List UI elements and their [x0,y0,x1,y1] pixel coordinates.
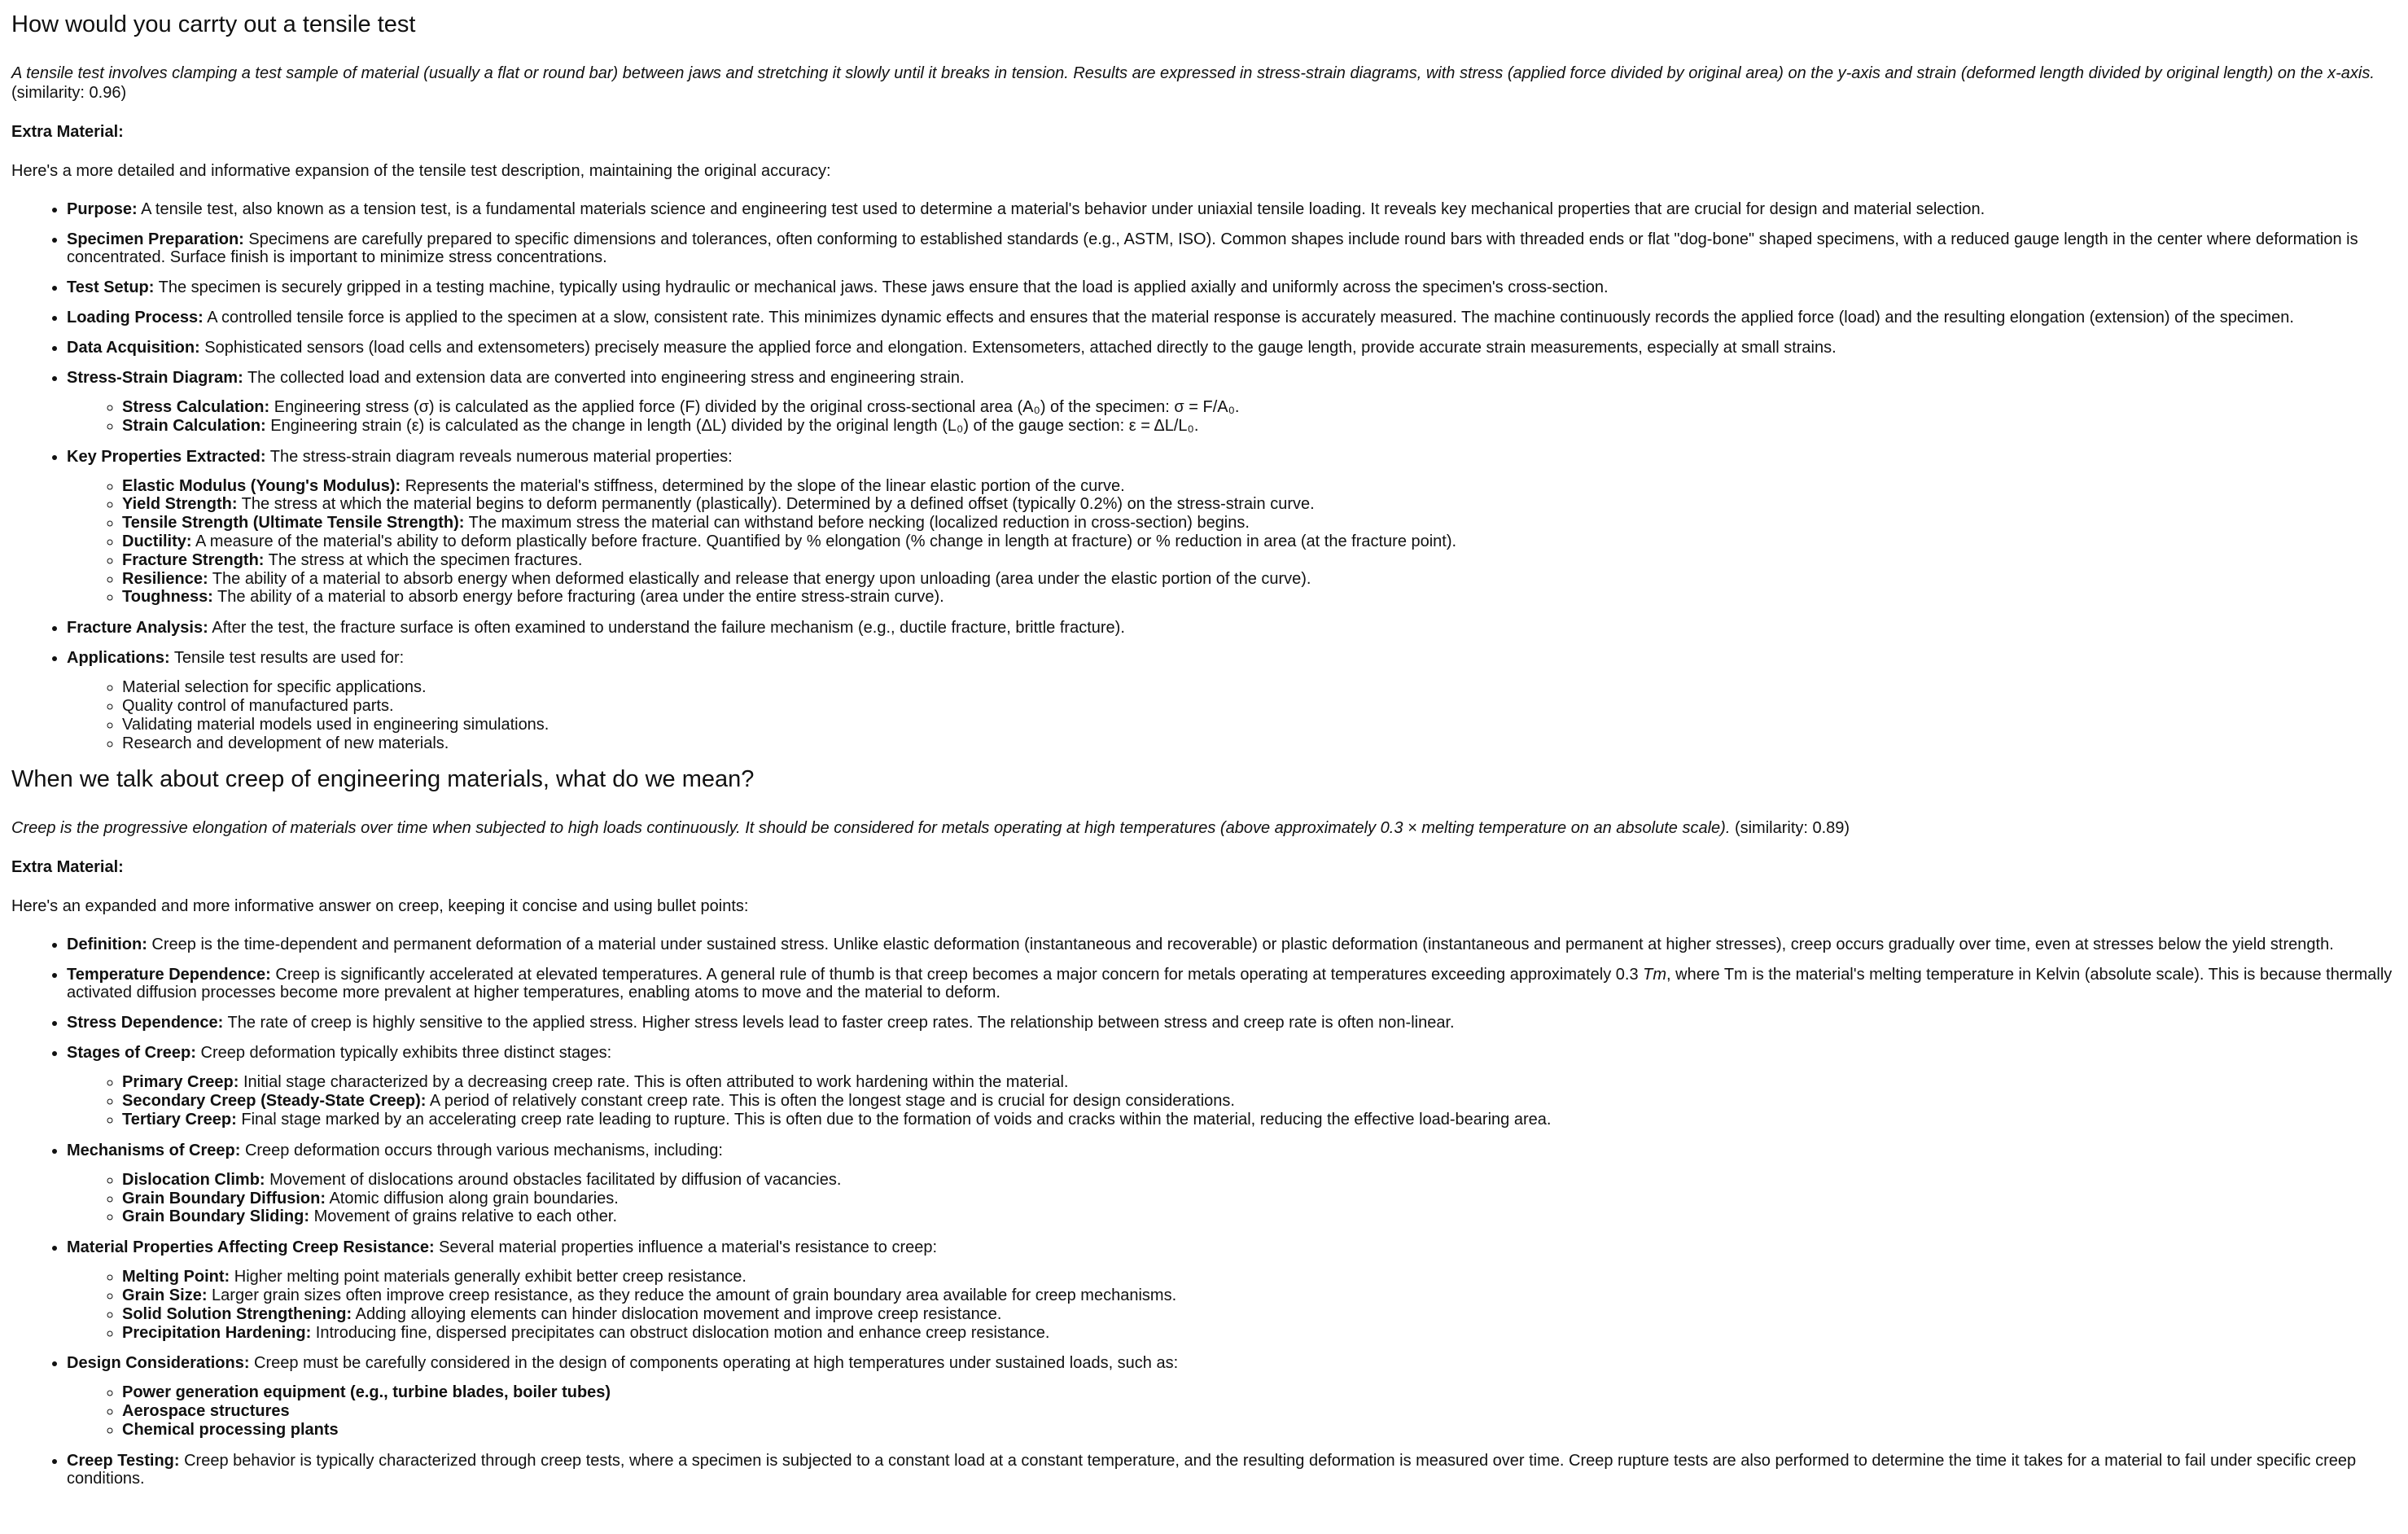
list-item [67,339,2397,357]
item-text: The stress-strain diagram reveals numerous material properties: [265,447,733,466]
item-label: Specimen Preparation: [67,230,244,248]
list-item [67,966,2397,1001]
answer-text: A tensile test involves clamping a test sample of material (usually a flat or round bar) between jaws and stretching it slowly until it breaks in tension. Results are expressed in stress-strain diagrams, with stress (applied force divided by original area) on the y-axis and strain (deformed length divided by original length) on the x-axis. [11,64,2375,82]
sub-item [122,477,2397,496]
list-item [67,649,2397,752]
similarity-score: (similarity: 0.96) [11,84,127,102]
sub-item-text: Material selection for specific applications. [122,678,427,697]
sub-item [122,734,2397,753]
item-text: Creep is significantly accelerated at elevated temperatures. A general rule of thumb is that creep becomes a major concern for metals operating at temperatures exceeding approximately 0.3 [270,966,1644,984]
list-item [67,1014,2397,1032]
sub-item-label: Yield Strength: [122,495,238,514]
item-text: A controlled tensile force is applied to the specimen at a slow, consistent rate. This minimizes dynamic effects and ensures that the material response is accurately measured. The machine continuously records the applied force (load) and the resulting elongation (extension) of the specimen. [203,309,2294,327]
sub-item-text: Final stage marked by an accelerating creep rate leading to rupture. This is often due to the formation of voids and cracks within the material, reducing the effective load-bearing area. [236,1110,1552,1129]
item-text: Specimens are carefully prepared to specific dimensions and tolerances, often conforming to established standards (e.g., ASTM, ISO). Common shapes include round bars with threaded ends or flat "dog-bone" shaped specimens, with a reduced gauge length in the center where deformation is concentrated. Surface finish is important to minimize stress concentrations. [67,230,2358,266]
sub-item [122,514,2397,533]
item-text: The rate of creep is highly sensitive to the applied stress. Higher stress levels lead to faster creep rates. The relationship between stress and creep rate is often non-linear. [223,1014,1455,1032]
item-label: Stress-Strain Diagram: [67,369,243,387]
sub-item [122,1421,2397,1440]
item-text: Creep deformation occurs through various mechanisms, including: [240,1141,723,1159]
sub-list [67,1171,2397,1226]
extra-material-label: Extra Material: [11,858,124,877]
sub-item-label: Power generation equipment (e.g., turbine blades, boiler tubes) [122,1383,611,1402]
sub-item-text: Introducing fine, dispersed precipitates can obstruct dislocation motion and enhance creep resistance. [311,1323,1050,1342]
sub-item [122,533,2397,551]
list-item [67,230,2397,266]
sub-item [122,1073,2397,1092]
item-text: Several material properties influence a material's resistance to creep: [434,1238,938,1257]
sub-item [122,1402,2397,1421]
sub-item [122,678,2397,697]
sub-list [67,1383,2397,1439]
item-label: Material Properties Affecting Creep Resistance: [67,1238,435,1257]
list-item [67,1238,2397,1342]
item-label: Test Setup: [67,278,155,296]
item-text: Creep is the time-dependent and permanent deformation of a material under sustained stress. Unlike elastic deformation (instantaneous and recoverable) or plastic deformation (instantaneous and permanent at higher stresses), creep occurs gradually over time, even at stresses below the yield strength. [147,936,2334,954]
item-text: Sophisticated sensors (load cells and extensometers) precisely measure the applied force and elongation. Extensometers, attached directly to the gauge length, provide accurate strain measurements, especially at small strains. [199,339,1837,357]
sub-list [67,477,2397,607]
sub-item-text: Adding alloying elements can hinder dislocation movement and improve creep resistance. [352,1304,1002,1323]
sub-item-label: Secondary Creep (Steady-State Creep): [122,1092,427,1111]
item-label: Temperature Dependence: [67,966,271,984]
list-item [67,936,2397,953]
sub-item [122,588,2397,607]
item-label: Design Considerations: [67,1354,250,1373]
list-item [67,1142,2397,1226]
sub-item [122,697,2397,716]
list-item [67,369,2397,436]
sub-item-label: Tensile Strength (Ultimate Tensile Strength): [122,514,465,533]
item-label: Stages of Creep: [67,1044,196,1063]
sub-item-label: Elastic Modulus (Young's Modulus): [122,476,401,495]
sub-item [122,1268,2397,1286]
sub-item [122,1190,2397,1208]
answer-text: Creep is the progressive elongation of materials over time when subjected to high loads continuously. It should be considered for metals operating at high temperatures (above approximately 0.3 × melting temperature on an absolute scale). [11,819,1731,838]
list-item [67,200,2397,218]
item-label: Stress Dependence: [67,1014,224,1032]
intro-text: Here's a more detailed and informative expansion of the tensile test description, maintaining the original accuracy: [11,162,831,180]
sub-list [67,678,2397,752]
sub-item [122,1305,2397,1324]
section-title: How would you carrty out a tensile test [11,11,416,37]
sub-item-text: A measure of the material's ability to deform plastically before fracture. Quantified by % elongation (% change in length at fracture) or % reduction in area (at the fracture point). [191,532,1457,550]
section-title: When we talk about creep of engineering materials, what do we mean? [11,766,755,793]
item-label: Key Properties Extracted: [67,447,266,466]
section-tensile-test [11,10,2397,752]
item-text: The specimen is securely gripped in a testing machine, typically using hydraulic or mechanical jaws. These jaws ensure that the load is applied axially and uniformly across the specimen's cross-section. [154,278,1609,296]
sub-item [122,1324,2397,1343]
item-label: Creep Testing: [67,1451,180,1470]
sub-item-text: Engineering strain (ε) is calculated as the change in length (ΔL) divided by the original length (L₀) of the gauge section: ε = ΔL/L₀. [265,416,1199,435]
item-label: Purpose: [67,200,138,218]
item-label: Fracture Analysis: [67,619,208,638]
sub-item-text: Movement of dislocations around obstacles facilitated by diffusion of vacancies. [265,1170,842,1189]
item-text: After the test, the fracture surface is often examined to understand the failure mechanism (e.g., ductile fracture, brittle fracture). [208,619,1125,638]
sub-item-text: The ability of a material to absorb energy before fracturing (area under the entire stress-strain curve). [212,588,944,607]
sub-item-label: Fracture Strength: [122,550,265,569]
list-item [67,1044,2397,1129]
sub-item [122,716,2397,734]
sub-item-text: The stress at which the specimen fractures. [264,550,583,569]
sub-item [122,1207,2397,1226]
sub-item [122,1286,2397,1305]
list-item [67,278,2397,296]
sub-item-text: Atomic diffusion along grain boundaries. [326,1189,619,1207]
sub-item-label: Dislocation Climb: [122,1170,265,1189]
item-text: Creep behavior is typically characterized through creep tests, where a specimen is subjected to a constant load at a constant temperature, and the resulting deformation is measured over time. Creep rupture tests are also performed to determine the time it takes for a material to fail under specific creep conditions. [67,1451,2357,1488]
section-creep [11,765,2397,1487]
sub-item-label: Primary Creep: [122,1073,239,1092]
extra-material-label: Extra Material: [11,123,124,141]
sub-item-text: Higher melting point materials generally exhibit better creep resistance. [230,1268,746,1286]
sub-list [67,1073,2397,1129]
sub-item-text: Initial stage characterized by a decreasing creep rate. This is often attributed to work hardening within the material. [239,1073,1069,1092]
sub-item [122,417,2397,436]
similarity-score: (similarity: 0.89) [1734,819,1850,838]
sub-item [122,398,2397,417]
sub-list [67,1268,2397,1342]
list-item [67,619,2397,637]
sub-item-label: Stress Calculation: [122,398,270,416]
list-item [67,1452,2397,1488]
item-italic: Tm [1643,966,1667,984]
item-text-continued: , where Tm is the material's melting temperature in Kelvin (absolute scale). This is because thermally activated diffusion processes become more prevalent at higher temperatures, enabling atoms to move and the material to deform. [67,966,2393,1002]
bullet-list [11,200,2397,752]
item-label: Applications: [67,649,170,668]
sub-item-text: The stress at which the material begins to deform permanently (plastically). Determined by a defined offset (typically 0.2%) on the stress-strain curve. [237,495,1315,514]
list-item [67,309,2397,327]
item-text: The collected load and extension data are converted into engineering stress and engineering strain. [243,369,965,387]
sub-item [122,570,2397,589]
sub-item [122,551,2397,570]
sub-item-label: Grain Boundary Diffusion: [122,1189,326,1207]
item-text: Creep deformation typically exhibits three distinct stages: [195,1044,612,1063]
sub-item-label: Grain Size: [122,1286,208,1304]
item-text: Tensile test results are used for: [169,649,405,668]
sub-item-label: Aerospace structures [122,1402,290,1421]
list-item [67,448,2397,607]
item-text: Creep must be carefully considered in the design of components operating at high temperatures under sustained loads, such as: [249,1354,1179,1373]
sub-item [122,1383,2397,1402]
sub-item-text: Quality control of manufactured parts. [122,696,394,715]
sub-item-label: Solid Solution Strengthening: [122,1304,352,1323]
item-label: Loading Process: [67,309,204,327]
answer-paragraph [11,818,2397,838]
sub-item-label: Tertiary Creep: [122,1110,237,1129]
sub-item-text: Research and development of new materials. [122,734,449,752]
sub-item-text: Larger grain sizes often improve creep resistance, as they reduce the amount of grain boundary area available for creep mechanisms. [207,1286,1177,1304]
list-item [67,1354,2397,1439]
sub-item-label: Chemical processing plants [122,1420,339,1439]
sub-item [122,495,2397,514]
item-label: Definition: [67,936,147,954]
sub-item-label: Grain Boundary Sliding: [122,1207,310,1226]
sub-item-label: Ductility: [122,532,192,550]
item-label: Data Acquisition: [67,339,200,357]
sub-item-text: The maximum stress the material can withstand before necking (localized reduction in cross-section) begins. [464,514,1250,533]
item-text: A tensile test, also known as a tension test, is a fundamental materials science and engineering test used to determine a material's behavior under uniaxial tensile loading. It reveals key mechanical properties that are crucial for design and material selection. [137,200,1986,218]
sub-item-text: Validating material models used in engineering simulations. [122,715,549,734]
sub-item-text: Engineering stress (σ) is calculated as the applied force (F) divided by the original cross-sectional area (A₀) of the specimen: σ = F/A₀. [269,398,1240,416]
sub-item-text: A period of relatively constant creep rate. This is often the longest stage and is crucial for design considerations. [426,1092,1235,1111]
item-label: Mechanisms of Creep: [67,1141,241,1159]
sub-item-text: Movement of grains relative to each other. [309,1207,617,1226]
sub-item-label: Resilience: [122,569,208,588]
answer-paragraph [11,64,2397,103]
sub-item-label: Strain Calculation: [122,416,266,435]
sub-item [122,1111,2397,1129]
sub-item-label: Toughness: [122,588,213,607]
sub-item [122,1171,2397,1190]
sub-item-text: Represents the material's stiffness, determined by the slope of the linear elastic portion of the curve. [401,476,1125,495]
intro-text: Here's an expanded and more informative answer on creep, keeping it concise and using bullet points: [11,897,749,916]
sub-item-label: Melting Point: [122,1268,230,1286]
sub-item [122,1092,2397,1111]
sub-item-text: The ability of a material to absorb energy when deformed elastically and release that energy upon unloading (area under the elastic portion of the curve). [208,569,1311,588]
sub-list [67,398,2397,436]
sub-item-label: Precipitation Hardening: [122,1323,312,1342]
bullet-list [11,936,2397,1487]
